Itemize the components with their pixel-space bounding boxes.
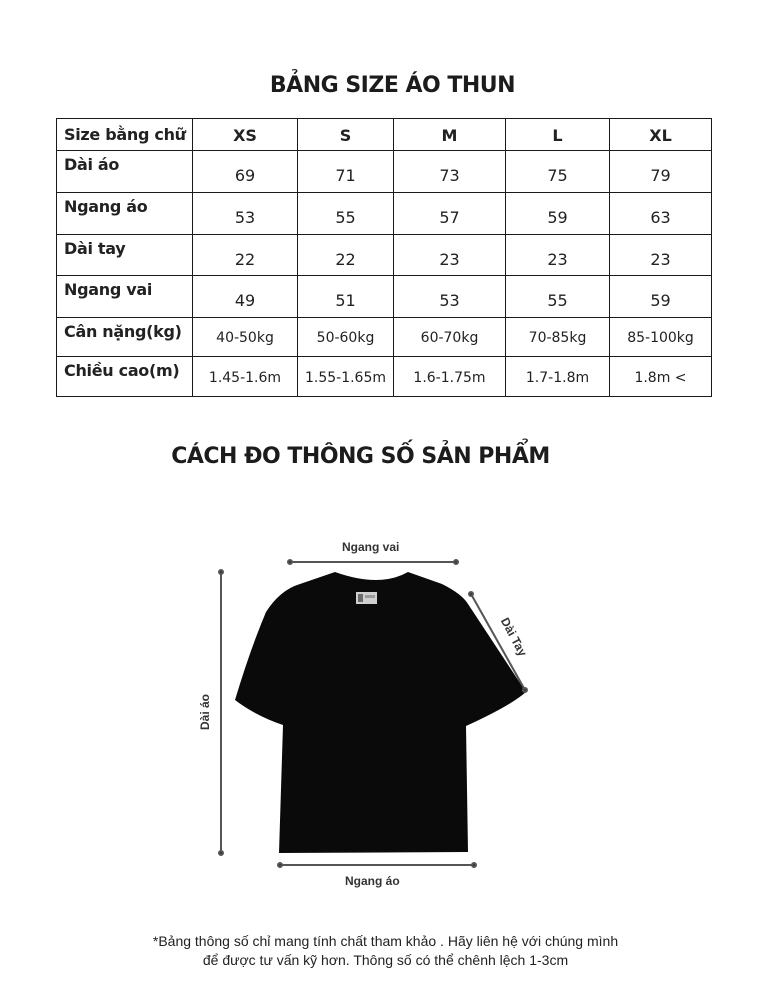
cell: 53 [193,193,298,235]
shoulder-width-line [288,560,458,564]
cell: 1.7-1.8m [506,357,610,397]
chest-width-label: Ngang áo [345,874,400,888]
disclaimer-line-2: để được tư vấn kỹ hơn. Thông số có thể chênh lệch 1-3cm [202,952,569,968]
cell: 57 [394,193,506,235]
row-label: Cân nặng(kg) [57,318,193,357]
measure-guide-title: CÁCH ĐO THÔNG SỐ SẢN PHẨM [171,444,550,469]
size-s: S [298,119,394,151]
cell: 55 [298,193,394,235]
cell: 23 [394,235,506,276]
cell: 40-50kg [193,318,298,357]
cell: 70-85kg [506,318,610,357]
cell: 69 [193,151,298,193]
cell: 1.45-1.6m [193,357,298,397]
chest-width-line [278,863,476,867]
row-label: Chiều cao(m) [57,357,193,397]
sleeve-length-label: Dài Tay [497,615,530,659]
cell: 75 [506,151,610,193]
disclaimer-line-1: *Bảng thông số chỉ mang tính chất tham khảo . Hãy liên hệ với chúng mình [152,933,619,949]
cell: 1.6-1.75m [394,357,506,397]
cell: 60-70kg [394,318,506,357]
shirt-length-label: Dài áo [198,693,213,731]
row-label: Ngang áo [57,193,193,235]
cell: 53 [394,276,506,318]
header-label: Size bằng chữ [57,119,193,151]
size-chart-title: BẢNG SIZE ÁO THUN [269,73,516,98]
cell: 23 [610,235,712,276]
row-label: Dài tay [57,235,193,276]
size-xl: XL [610,119,712,151]
cell: 22 [193,235,298,276]
cell: 85-100kg [610,318,712,357]
cell: 59 [506,193,610,235]
cell: 71 [298,151,394,193]
cell: 22 [298,235,394,276]
cell: 73 [394,151,506,193]
size-m: M [394,119,506,151]
cell: 1.55-1.65m [298,357,394,397]
shirt-length-line [219,570,223,855]
cell: 55 [506,276,610,318]
shoulder-width-label: Ngang vai [342,540,400,554]
cell: 79 [610,151,712,193]
cell: 51 [298,276,394,318]
row-label: Dài áo [57,151,193,193]
cell: 23 [506,235,610,276]
size-l: L [506,119,610,151]
size-xs: XS [193,119,298,151]
cell: 59 [610,276,712,318]
cell: 50-60kg [298,318,394,357]
cell: 49 [193,276,298,318]
row-label: Ngang vai [57,276,193,318]
cell: 63 [610,193,712,235]
cell: 1.8m < [610,357,712,397]
